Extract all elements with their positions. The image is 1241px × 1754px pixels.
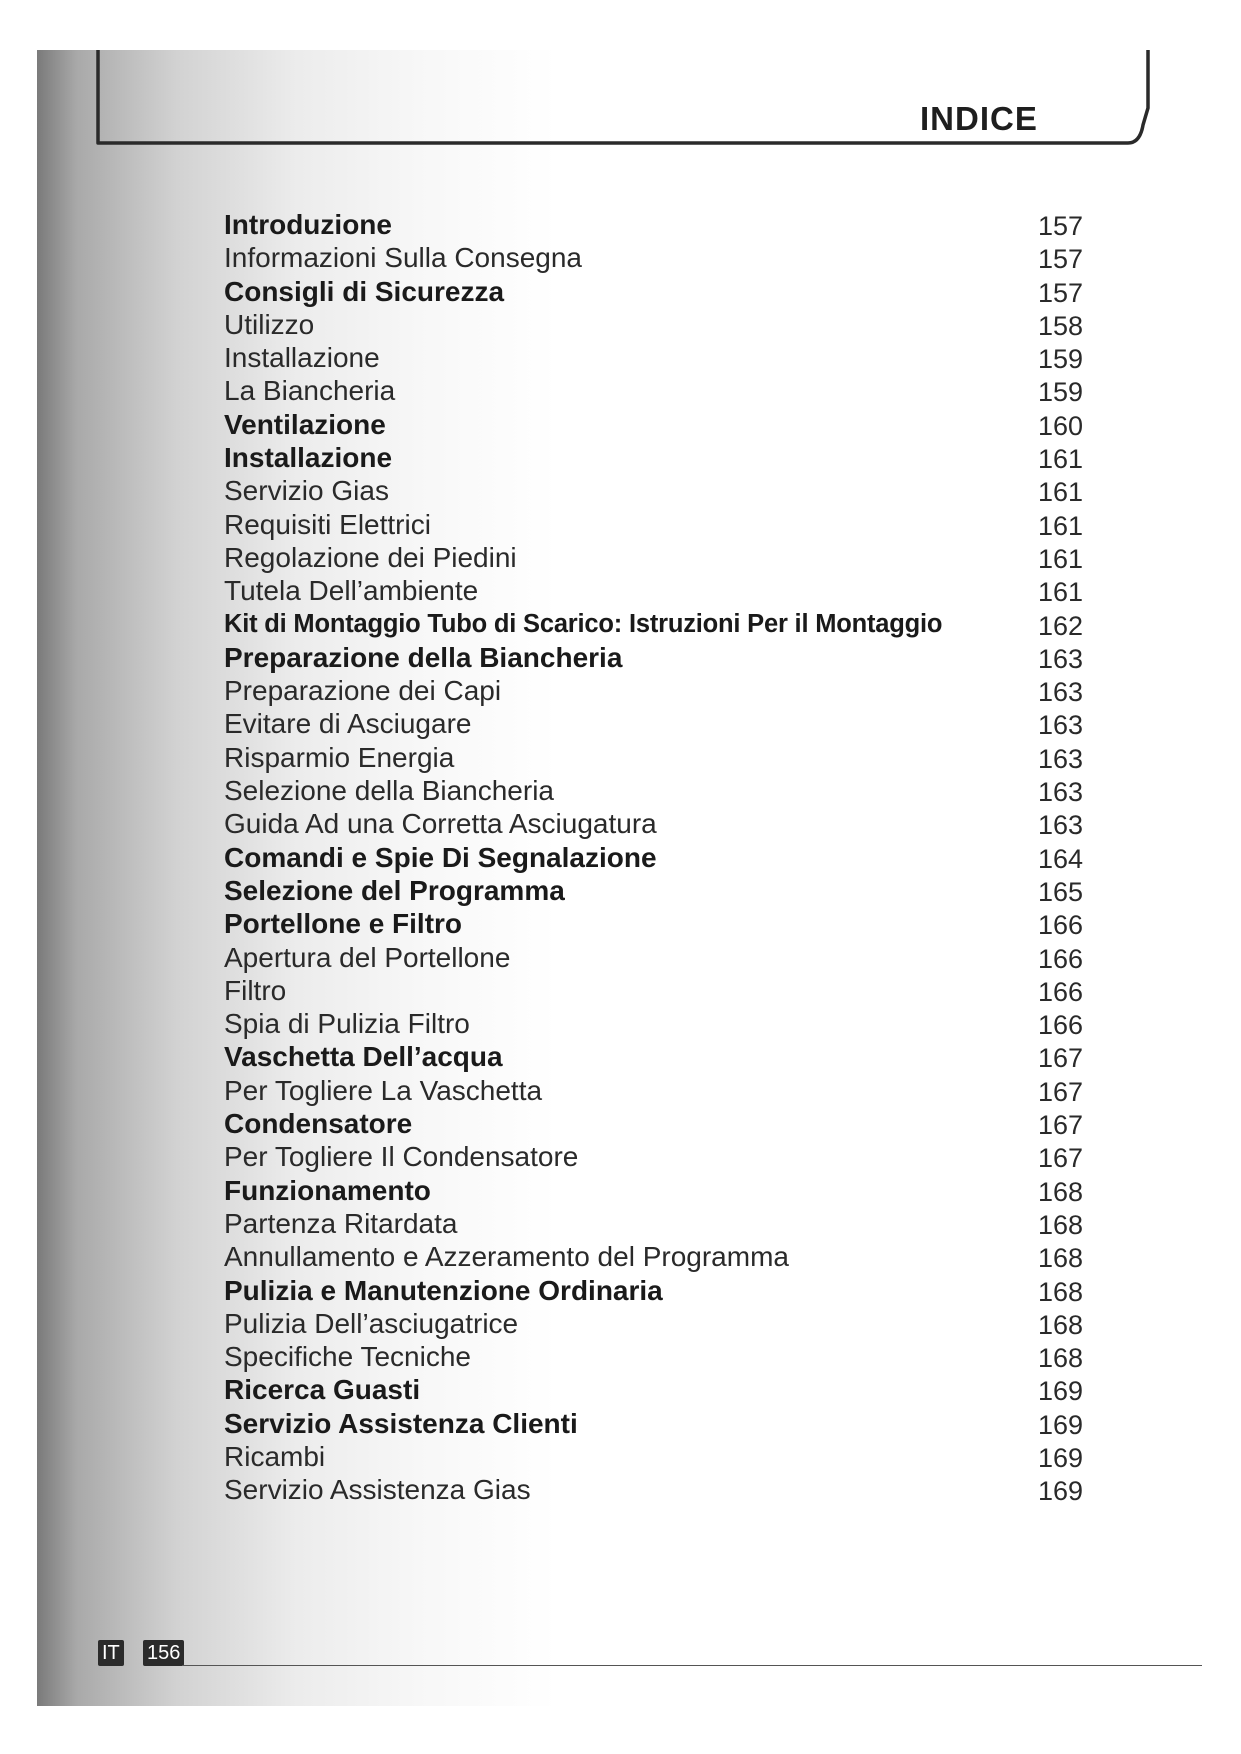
- toc-entry-page: 167: [1038, 1143, 1084, 1174]
- toc-entry[interactable]: [224, 408, 1084, 441]
- toc-entry[interactable]: [224, 574, 1084, 607]
- toc-entry-title: Selezione della Biancheria: [224, 775, 554, 807]
- toc-entry[interactable]: [224, 241, 1084, 274]
- toc-entry-title: Per Togliere Il Condensatore: [224, 1141, 579, 1173]
- toc-entry-page: 166: [1038, 943, 1084, 974]
- toc-entry-title: Evitare di Asciugare: [224, 708, 472, 740]
- toc-entry[interactable]: [224, 1007, 1084, 1040]
- toc-entry-page: 167: [1038, 1076, 1084, 1107]
- toc-entry[interactable]: [224, 208, 1084, 241]
- toc-entry[interactable]: [224, 1074, 1084, 1107]
- toc-entry-title: La Biancheria: [224, 375, 396, 407]
- toc-entry-page: 168: [1038, 1309, 1084, 1340]
- toc-entry-title: Informazioni Sulla Consegna: [224, 242, 582, 274]
- toc-entry-title: Annullamento e Azzeramento del Programma: [224, 1241, 789, 1273]
- toc-entry-page: 169: [1038, 1376, 1084, 1407]
- toc-entry[interactable]: [224, 508, 1084, 541]
- toc-entry-title: Kit di Montaggio Tubo di Scarico: Istruzioni Per il Montaggio: [224, 609, 943, 638]
- toc-entry-title: Filtro: [224, 974, 287, 1006]
- toc-entry[interactable]: [224, 1440, 1084, 1473]
- toc-entry-page: 168: [1038, 1276, 1084, 1307]
- toc-entry-title: Ricambi: [224, 1440, 326, 1472]
- toc-entry-page: 169: [1038, 1476, 1084, 1507]
- toc-entry-title: Regolazione dei Piedini: [224, 541, 517, 573]
- toc-entry[interactable]: [224, 541, 1084, 574]
- toc-entry[interactable]: [224, 741, 1084, 774]
- toc-entry-page: 163: [1038, 643, 1084, 674]
- toc-entry[interactable]: [224, 308, 1084, 341]
- toc-entry-page: 161: [1038, 477, 1084, 508]
- toc-entry[interactable]: [224, 674, 1084, 707]
- toc-entry[interactable]: [224, 1373, 1084, 1406]
- toc-entry-page: 169: [1038, 1409, 1084, 1440]
- toc-entry-title: Portellone e Filtro: [224, 908, 463, 940]
- toc-entry[interactable]: [224, 641, 1084, 674]
- toc-entry-page: 159: [1038, 344, 1084, 375]
- toc-entry[interactable]: [224, 474, 1084, 507]
- page-title: INDICE: [920, 100, 1038, 137]
- toc-entry-page: 164: [1038, 843, 1084, 874]
- toc-entry-title: Consigli di Sicurezza: [224, 275, 505, 307]
- toc-entry-page: 168: [1038, 1176, 1084, 1207]
- toc-entry[interactable]: [224, 1107, 1084, 1140]
- toc-entry-title: Requisiti Elettrici: [224, 508, 431, 540]
- toc-entry-title: Per Togliere La Vaschetta: [224, 1074, 543, 1106]
- toc-entry-title: Pulizia Dell’asciugatrice: [224, 1307, 519, 1339]
- toc-entry-page: 166: [1038, 976, 1084, 1007]
- toc-entry-page: 163: [1038, 810, 1084, 841]
- toc-entry-page: 157: [1038, 211, 1084, 241]
- toc-entry[interactable]: [224, 874, 1084, 907]
- toc-entry-title: Risparmio Energia: [224, 741, 455, 773]
- toc-entry-page: 163: [1038, 710, 1084, 741]
- toc-entry[interactable]: [224, 774, 1084, 807]
- toc-entry[interactable]: [224, 1274, 1084, 1307]
- toc-entry-page: 166: [1038, 1010, 1084, 1041]
- toc-entry-title: Servizio Assistenza Gias: [224, 1474, 531, 1506]
- toc-entry[interactable]: [224, 707, 1084, 740]
- toc-entry-title: Selezione del Programma: [224, 874, 565, 906]
- toc-entry-page: 167: [1038, 1110, 1084, 1141]
- toc-entry-title: Comandi e Spie Di Segnalazione: [224, 841, 657, 873]
- toc-entry[interactable]: [224, 941, 1084, 974]
- toc-entry[interactable]: [224, 1140, 1084, 1173]
- toc-entry-page: 157: [1038, 277, 1084, 308]
- toc-entry[interactable]: [224, 1040, 1084, 1073]
- language-badge: IT: [98, 1640, 124, 1666]
- toc-entry[interactable]: [224, 841, 1084, 874]
- toc-entry-title: Preparazione della Biancheria: [224, 641, 623, 673]
- toc-entry-title: Funzionamento: [224, 1174, 431, 1206]
- toc-entry-title: Apertura del Portellone: [224, 941, 511, 973]
- toc-entry-title: Spia di Pulizia Filtro: [224, 1008, 470, 1040]
- toc-entry-page: 162: [1038, 610, 1084, 641]
- toc-entry-page: 168: [1038, 1343, 1084, 1374]
- toc-entry-page: 157: [1038, 244, 1084, 275]
- toc-entry[interactable]: [224, 974, 1084, 1007]
- toc-entry-title: Tutela Dell’ambiente: [224, 575, 479, 607]
- toc-entry-page: 161: [1038, 577, 1084, 608]
- toc-entry-title: Servizio Gias: [224, 475, 389, 507]
- toc-entry-title: Servizio Assistenza Clienti: [224, 1407, 578, 1439]
- toc-entry-page: 163: [1038, 677, 1084, 708]
- toc-entry-title: Installazione: [224, 442, 393, 474]
- toc-entry-page: 168: [1038, 1209, 1084, 1240]
- toc-entry-page: 161: [1038, 543, 1084, 574]
- toc-entry-page: 167: [1038, 1043, 1084, 1074]
- toc-entry-page: 161: [1038, 510, 1084, 541]
- toc-entry[interactable]: [224, 1207, 1084, 1240]
- toc-entry-page: 165: [1038, 876, 1084, 907]
- toc-entry-page: 163: [1038, 777, 1084, 808]
- header-frame: [0, 0, 1241, 160]
- toc-entry[interactable]: [224, 1240, 1084, 1273]
- toc-entry-page: 158: [1038, 310, 1084, 341]
- toc-entry-page: 159: [1038, 377, 1084, 408]
- toc-entry[interactable]: [224, 341, 1084, 374]
- toc-entry-title: Specifiche Tecniche: [224, 1341, 471, 1373]
- toc-entry-title: Installazione: [224, 342, 380, 374]
- toc-entry[interactable]: [224, 1473, 1084, 1506]
- toc-entry-title: Preparazione dei Capi: [224, 675, 502, 707]
- toc-entry-page: 169: [1038, 1442, 1084, 1473]
- toc-entry[interactable]: [224, 1340, 1084, 1373]
- toc-entry-page: 166: [1038, 910, 1084, 941]
- toc-entry-title: Guida Ad una Corretta Asciugatura: [224, 808, 657, 840]
- toc-entry-title: Vaschetta Dell’acqua: [224, 1041, 503, 1073]
- toc-entry-title: Introduzione: [224, 209, 392, 240]
- toc-entry-title: Ventilazione: [224, 408, 386, 440]
- toc-entry[interactable]: [224, 807, 1084, 840]
- toc-entry-title: Utilizzo: [224, 308, 315, 340]
- toc-entry[interactable]: [224, 374, 1084, 407]
- toc-entry[interactable]: [224, 1407, 1084, 1440]
- toc-entry-title: Partenza Ritardata: [224, 1207, 458, 1239]
- toc-entry-page: 160: [1038, 410, 1084, 441]
- toc-entry[interactable]: [224, 1174, 1084, 1207]
- table-of-contents: [224, 208, 1084, 1507]
- toc-entry-page: 163: [1038, 743, 1084, 774]
- toc-entry-title: Pulizia e Manutenzione Ordinaria: [224, 1274, 663, 1306]
- toc-entry[interactable]: [224, 1307, 1084, 1340]
- toc-entry[interactable]: [224, 275, 1084, 308]
- toc-entry[interactable]: [224, 907, 1084, 940]
- toc-entry-page: 161: [1038, 444, 1084, 475]
- toc-entry[interactable]: [224, 608, 1084, 641]
- toc-entry-title: Ricerca Guasti: [224, 1374, 421, 1406]
- toc-entry[interactable]: [224, 441, 1084, 474]
- toc-entry-page: 168: [1038, 1243, 1084, 1274]
- toc-entry-title: Condensatore: [224, 1108, 413, 1140]
- page-number-badge: 156: [143, 1640, 184, 1666]
- footer-divider: [182, 1665, 1202, 1666]
